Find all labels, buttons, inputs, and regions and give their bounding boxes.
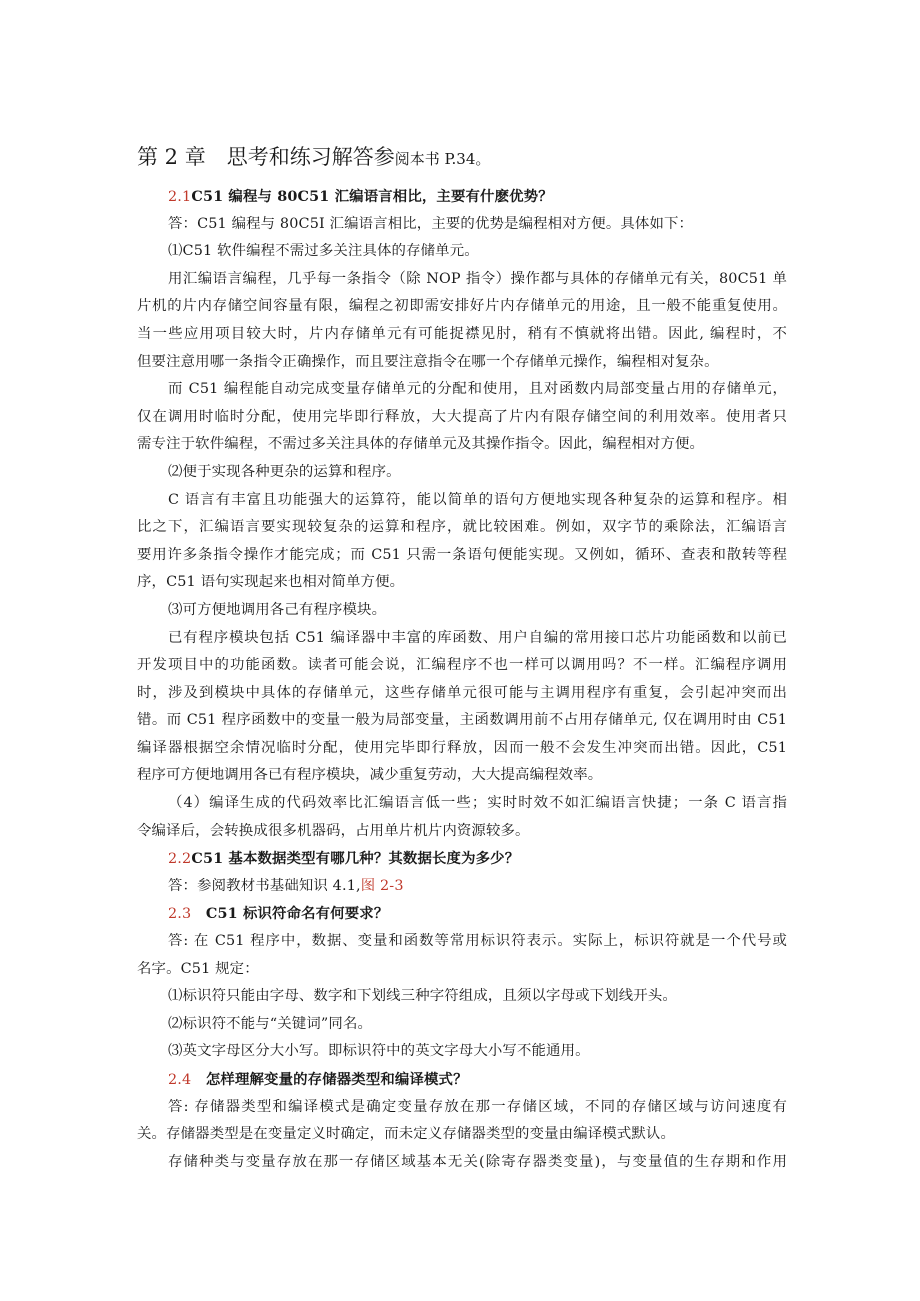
paragraph-line: 答：C51 编程与 80C5I 汇编语言相比，主要的优势是编程相对方便。具体如下： [168,215,694,232]
paragraph-line: 要用许多条指令操作才能完成；而 C51 只需一条语句便能实现。又例如，循环、查表和散转等程 [137,546,787,563]
paragraph-line: ⑶英文字母区分大小写。即标识符中的英文字母大小写不能通用。 [168,1043,590,1060]
paragraph-line: ⑶可方便地调用各己有程序模块。 [168,601,387,618]
paragraph-line: 比之下，汇编语言要实现较复杂的运算和程序，就比较困难。例如，双字节的乘除法，汇编语言 [137,519,787,536]
answer-line [137,873,787,901]
answer-text: 答：参阅教材书基础知识 4.1, [168,877,361,894]
paragraph-line: 用汇编语言编程，几乎每一条指令（除 NOP 指令）操作都与具体的存储单元有关，80C51 单 [168,270,787,287]
paragraph-line: 已有程序模块包括 C51 编译器中丰富的库函数、用户自编的常用接口芯片功能函数和以前已 [168,629,787,646]
question-number: 2.2 [168,851,192,868]
paragraph-line: 令编译后，会转换成很多机器码，占用单片机片内资源较多。 [137,822,530,839]
paragraph-line: 序，C51 语句实现起来也相对简单方便。 [137,574,405,591]
paragraph-line: 关。存储器类型是在变量定义时确定，而未定义存储器类型的变量由编译模式默认。 [137,1126,676,1143]
question-heading [137,1066,787,1094]
question-number: 2.1 [168,189,192,205]
paragraph-line: 而 C51 编程能自动完成变量存储单元的分配和使用，且对函数内局部变量占用的存储单元， [168,381,787,398]
title-page-ref: 阅本书 P.34。 [394,150,491,168]
paragraph-line: 答: 存储器类型和编译模式是确定变量存放在那一存储区域，不同的存储区域与访问速度有 [168,1098,787,1115]
paragraph-line: 仅在调用时临时分配，使用完毕即行释放，大大提高了片内有限存储空间的利用效率。使用者只 [137,408,787,425]
paragraph-line: 错。而 C51 程序函数中的变量一般为局部变量，主函数调用前不占用存储单元, 仅在调用时由 C51 [137,712,787,729]
paragraph-line: C 语言有丰富且功能强大的运算符，能以简单的语句方便地实现各种复杂的运算和程序。相 [168,491,787,508]
paragraph-line: 程序可方便地调用各已有程序模块，减少重复劳动，大大提高编程效率。 [137,767,603,784]
figure-reference: 图 2-3 [360,877,404,894]
question-number: 2.3 [168,906,206,923]
paragraph-line: 编译器根据空余情况临时分配，使用完毕即行释放，因而一般不会发生冲突而出错。因此，C51 [137,739,787,756]
title-main: 第 2 章 思考和练习解答参 [137,145,395,169]
question-heading [137,845,787,873]
question-heading [137,900,787,928]
question-text: C51 标识符命名有何要求？ [205,905,389,923]
paragraph-line: 片机的片内存储空间容量有限，编程之初即需安排好片内存储单元的用途，且一般不能重复使用。 [137,298,787,315]
paragraph-line: 开发项目中的功能函数。读者可能会说，汇编程序不也一样可以调用吗？不一样。汇编程序调用 [137,657,787,674]
paragraph-line: ⑴标识符只能由字母、数字和下划线三种字符组成，且须以字母或下划线开头。 [168,988,677,1005]
paragraph-line: 但要注意用哪一条指令正确操作，而且要注意指令在哪一个存储单元操作，编程相对复杂。 [137,353,719,370]
question-text: C51 编程与 80C51 汇编语言相比，主要有什麽优势？ [191,188,553,205]
paragraph-line: 需专注于软件编程，不需过多关注具体的存储单元及其操作指令。因此，编程相对方便。 [137,436,705,453]
question-number: 2.4 [168,1072,206,1088]
paragraph-line: 答: 在 C51 程序中，数据、变量和函数等常用标识符表示。实际上，标识符就是一个代号或 [168,933,787,950]
paragraph-line: ⑴C51 软件编程不需过多关注具体的存储单元。 [168,243,479,260]
paragraph-line: 时，涉及到模块中具体的存储单元，这些存储单元很可能与主调用程序有重复，会引起冲突而出 [137,684,787,701]
paragraph-line: （4）编译生成的代码效率比汇编语言低一些；实时时效不如汇编语言快捷；一条 C 语言指 [168,795,787,812]
document-body [137,183,787,1176]
paragraph-line: 存储种类与变量存放在那一存储区域基本无关(除寄存器类变量)，与变量值的生存期和作用 [168,1153,787,1170]
paragraph-line: 当一些应用项目较大时，片内存储单元有可能捉襟见肘，稍有不慎就将出错。因此, 编程时，不 [137,325,787,342]
question-heading [137,183,787,211]
question-text: C51 基本数据类型有哪几种？其数据长度为多少？ [191,850,520,868]
page-title [137,143,490,173]
paragraph-line: 名字。C51 规定： [137,960,259,977]
question-text: 怎样理解变量的存储器类型和编译模式？ [205,1071,468,1088]
paragraph-line: ⑵便于实现各种更杂的运算和程序。 [168,463,401,480]
paragraph-line: ⑵标识符不能与“关键词”同名。 [168,1015,373,1032]
